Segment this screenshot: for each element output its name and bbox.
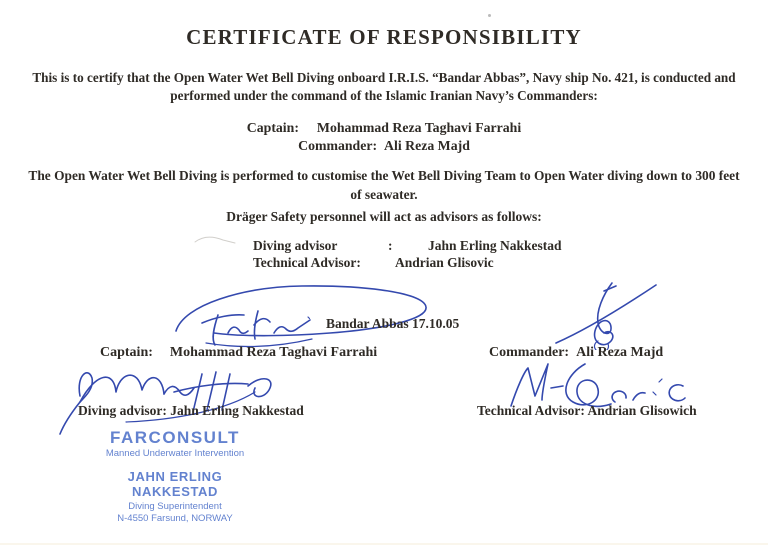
advisor-name: Jahn Erling Nakkestad <box>428 238 562 253</box>
captain-label: Captain: <box>246 120 299 135</box>
advisors-heading: Dräger Safety personnel will act as advisors as follows: <box>226 209 542 224</box>
commander-label: Commander: <box>298 138 378 154</box>
diving-advisor-line: Diving advisor: Jahn Erling Nakkestad <box>78 403 304 418</box>
advisor-name: Andrian Glisovic <box>395 255 494 271</box>
stamp-company-name: FARCONSULT <box>110 428 240 447</box>
commander-label: Commander: <box>489 345 570 360</box>
captain-name: Mohammad Reza Taghavi Farrahi <box>169 345 378 360</box>
purpose-paragraph: The Open Water Wet Bell Diving is performed to customise the Wet Bell Diving Team to Open Water diving down to 300 feet of seawater. <box>28 168 740 202</box>
technical-advisor-line: Technical Advisor: Andrian Glisowich <box>477 403 697 418</box>
advisors-list <box>253 237 562 272</box>
captain-line-top <box>0 119 768 137</box>
advisor-separator: : <box>388 238 393 253</box>
pencil-mark-artifact <box>193 233 239 249</box>
page-title: CERTIFICATE OF RESPONSIBILITY <box>186 25 582 49</box>
commander-name: Ali Reza Majd <box>576 345 664 360</box>
stamp-person-title: Diving Superintendent <box>128 500 222 512</box>
stamp-company-subtitle: Manned Underwater Intervention <box>105 447 245 459</box>
scan-speck-artifact <box>488 14 491 17</box>
stamp-person-name: JAHN ERLING NAKKESTAD <box>127 469 223 499</box>
company-stamp <box>85 429 265 525</box>
advisor-role: Diving advisor <box>253 238 338 253</box>
intro-paragraph: This is to certify that the Open Water Wet Bell Diving onboard I.R.I.S. “Bandar Abbas”, Navy ship No. 421, is conducted and performed under the command of the Islamic Iranian Navy’s Commanders: <box>32 70 736 104</box>
advisor-row-diving <box>253 237 562 254</box>
captain-name: Mohammad Reza Taghavi Farrahi <box>316 120 522 135</box>
captain-label: Captain: <box>100 345 153 360</box>
commanders-block <box>0 119 768 155</box>
advisor-row-technical <box>253 254 562 271</box>
advisor-role: Technical Advisor: <box>253 255 361 271</box>
commander-signature <box>548 277 663 350</box>
place-date: Bandar Abbas 17.10.05 <box>326 316 460 331</box>
diving-advisor-signature <box>56 358 321 438</box>
commander-name: Ali Reza Majd <box>384 138 470 154</box>
stamp-address: N-4550 Farsund, NORWAY <box>117 512 233 524</box>
commander-line-top <box>0 137 768 155</box>
